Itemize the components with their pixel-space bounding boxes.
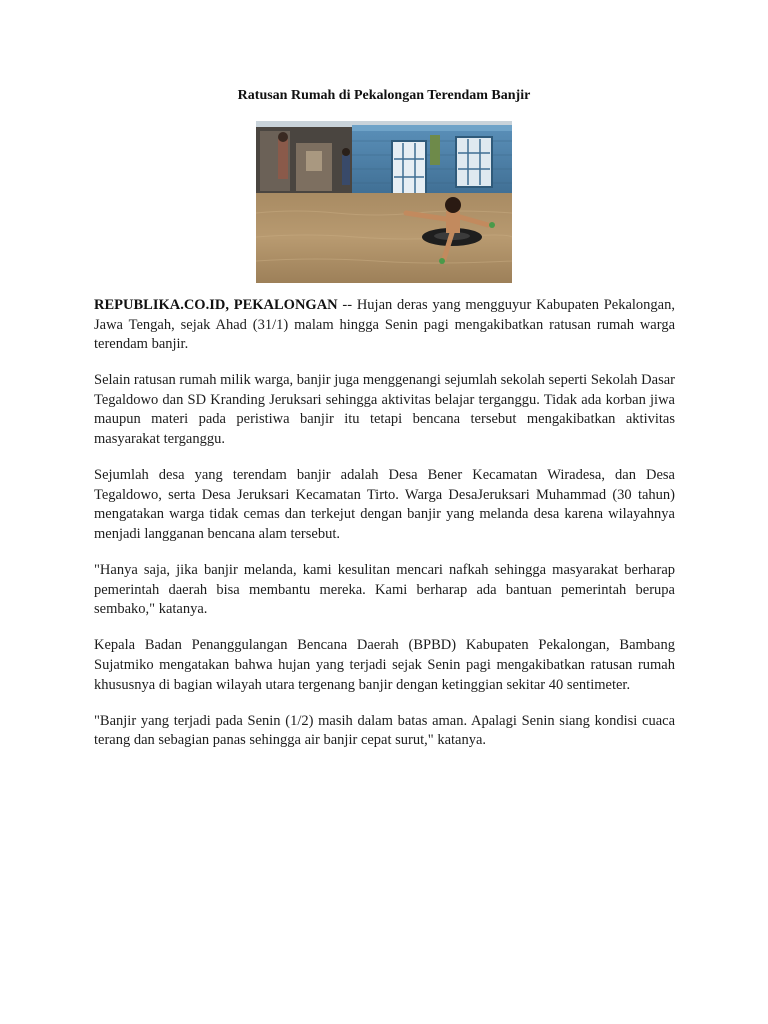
flood-photo — [256, 121, 512, 283]
article-body — [94, 296, 675, 767]
lead-paragraph — [94, 296, 675, 355]
body-paragraph: "Hanya saja, jika banjir melanda, kami kesulitan mencari nafkah sehingga masyarakat berharap pemerintah daerah bisa membantu mereka. Kami berharap ada bantuan pemerintah berupa sembako," katanya. — [94, 562, 675, 618]
body-paragraph: "Banjir yang terjadi pada Senin (1/2) masih dalam batas aman. Apalagi Senin siang kondisi cuaca terang dan sebagian panas sehingga air banjir cepat surut," katanya. — [94, 712, 675, 749]
dateline: REPUBLIKA.CO.ID, PEKALONGAN — [94, 297, 338, 313]
body-paragraph: Selain ratusan rumah milik warga, banjir juga menggenangi sejumlah sekolah seperti Sekolah Dasar Tegaldowo dan SD Kranding Jeruksari sehingga aktivitas belajar terganggu. Tidak ada korban jiwa maupun materi pada peristiwa banjir itu tetapi bencana tersebut mengakibatkan aktivitas masyarakat terganggu. — [94, 372, 675, 448]
body-paragraph: Kepala Badan Penanggulangan Bencana Daerah (BPBD) Kabupaten Pekalongan, Bambang Sujatmiko mengatakan bahwa hujan yang terjadi sejak Senin pagi mengakibatkan ratusan rumah khususnya di bagian wilayah utara tergenang banjir dengan ketinggian sekitar 40 sentimeter. — [94, 637, 675, 693]
article-title: Ratusan Rumah di Pekalongan Terendam Banjir — [237, 88, 531, 103]
body-paragraph: Sejumlah desa yang terendam banjir adalah Desa Bener Kecamatan Wiradesa, dan Desa Tegaldowo, serta Desa Jeruksari Kecamatan Tirto. Warga DesaJeruksari Muhammad (30 tahun) mengatakan warga tidak cemas dan terkejut dengan banjir yang melanda desa karena wilayahnya menjadi langganan bencana alam tersebut. — [94, 467, 675, 542]
lead-text: -- Hujan deras yang mengguyur Kabupaten Pekalongan, Jawa Tengah, sejak Ahad (31/1) malam hingga Senin pagi mengakibatkan ratusan rumah warga terendam banjir. — [94, 297, 675, 353]
